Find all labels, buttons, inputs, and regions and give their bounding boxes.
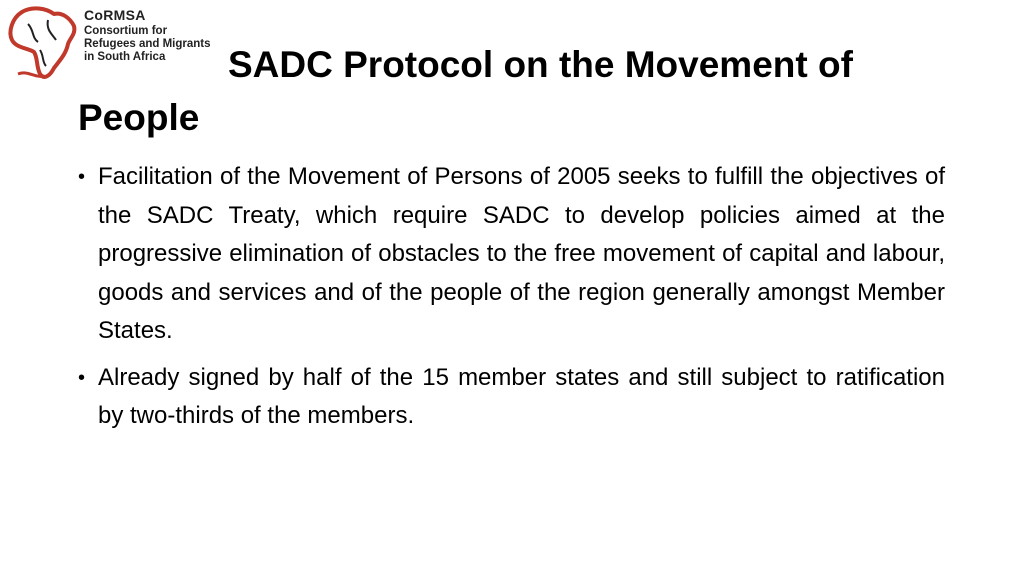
bullet-item (78, 359, 945, 436)
bullet-icon: • (78, 366, 86, 389)
bullet-text: Already signed by half of the 15 member states and still subject to ratification by two-thirds of the members. (98, 363, 945, 429)
bullet-icon: • (78, 166, 86, 188)
logo-line: Refugees and Migrants (84, 38, 211, 50)
bullet-text: Facilitation of the Movement of Persons of 2005 seeks to fulfill the objectives of the SADC Treaty, which require SADC to develop policies aimed at the progressive elimination of obstacles to the free movement of capital and labour, goods and services and of the people of the region generally amongst Member States. (98, 163, 945, 344)
logo-line: Consortium for (84, 25, 168, 37)
slide-title-line-1: SADC Protocol on the Movement of (228, 44, 853, 85)
bullet-list (78, 158, 945, 444)
logo-abbreviation: CoRMSA (84, 7, 146, 23)
logo-line: in South Africa (84, 51, 166, 63)
slide-title (78, 38, 958, 144)
slide-title-line-2: People (78, 97, 200, 138)
bullet-item (78, 158, 945, 351)
africa-map-icon (4, 4, 82, 84)
